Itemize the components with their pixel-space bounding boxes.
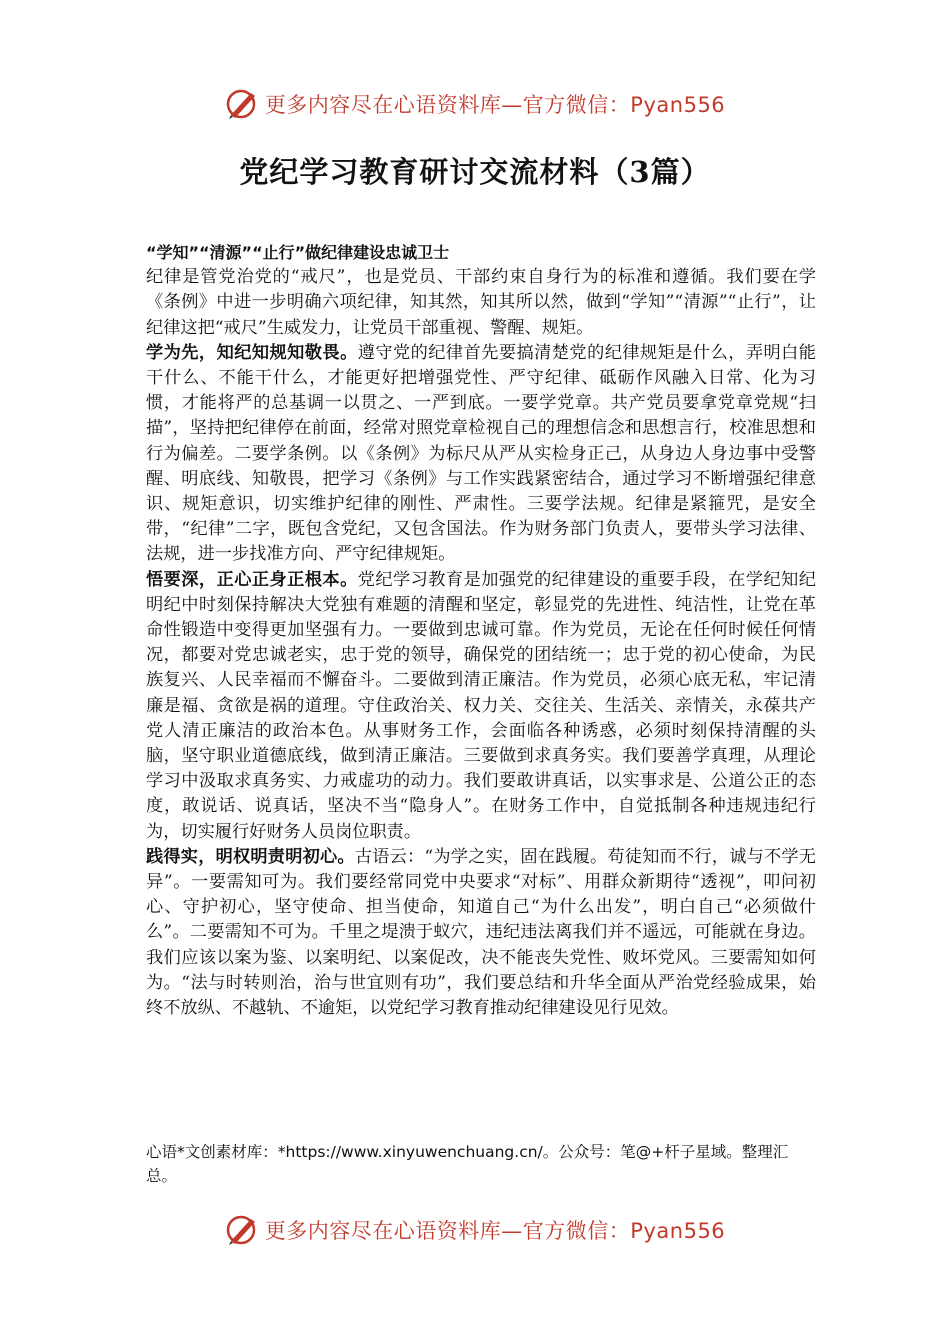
intro-paragraph: 纪律是管党治党的“戒尺”，也是党员、干部约束自身行为的标准和遵循。我们要在学《条例》中进一步明确六项纪律，知其然，知其所以然，做到“学知”“清源”“止行”，让纪律这把“戒尺”生威发力，让党员干部重视、警醒、规矩。: [146, 267, 816, 338]
document-body: [146, 240, 816, 1021]
banner-text: 更多内容尽在心语资料库—官方微信：Pyan556: [264, 1219, 726, 1243]
document-title: 党纪学习教育研讨交流材料（3篇）: [239, 155, 711, 189]
paragraph-body: 遵守党的纪律首先要搞清楚党的纪律规矩是什么，弄明白能干什么、不能干什么，才能更好把增强党性、严守纪律、砥砺作风融入日常、化为习惯，才能将严的总基调一以贯之、一严到底。一要学党章。共产党员要拿党章党规“扫描”，坚持把纪律停在前面，经常对照党章检视自己的理想信念和思想言行，校准思想和行为偏差。二要学条例。以《条例》为标尺从严从实检身正己，从身边人身边事中受警醒、明底线、知敬畏，把学习《条例》与工作实践紧密结合，通过学习不断增强纪律意识、规矩意识，切实维护纪律的刚性、严肃性。三要学法规。纪律是紧箍咒，是安全带，“纪律”二字，既包含党纪，又包含国法。作为财务部门负责人，要带头学习法律、法规，进一步找准方向、严守纪律规矩。: [146, 342, 816, 565]
banner-text: 更多内容尽在心语资料库—官方微信：Pyan556: [264, 93, 726, 117]
pen-logo-icon: [225, 87, 259, 121]
paragraph-practice: [146, 845, 816, 1021]
source-note: 心语*文创素材库：*https://www.xinyuwenchuang.cn/。公众号：笔@+杆子星域。整理汇总。: [146, 1143, 789, 1185]
header-banner: [0, 82, 950, 126]
paragraph-lead: 悟要深，正心正身正根本。: [146, 569, 358, 590]
paragraph-body: 古语云：“为学之实，固在践履。苟徒知而不行，诚与不学无异”。一要需知可为。我们要经常同党中央要求“对标”、用群众新期待“透视”，叩问初心、守护初心，坚守使命、担当使命，知道自己“为什么出发”，明白自己“必须做什么”。二要需知不可为。千里之堤溃于蚁穴，违纪违法离我们并不遥远，可能就在身边。我们应该以案为鉴、以案明纪、以案促改，决不能丧失党性、败坏党风。三要需知如何为。“法与时转则治，治与世宜则有功”，我们要总结和升华全面从严治党经验成果，始终不放纵、不越轨、不逾矩，以党纪学习教育推动纪律建设见行见效。: [146, 846, 816, 1019]
paragraph-study: [146, 341, 816, 568]
pen-logo-icon: [225, 1213, 259, 1247]
footer-banner: [0, 1208, 950, 1252]
paragraph-lead: 学为先，知纪知规知敬畏。: [146, 342, 358, 363]
paragraph-understand: [146, 568, 816, 845]
paragraph-body: 党纪学习教育是加强党的纪律建设的重要手段，在学纪知纪明纪中时刻保持解决大党独有难题的清醒和坚定，彰显党的先进性、纯洁性，让党在革命性锻造中变得更加坚强有力。一要做到忠诚可靠。作为党员，无论在任何时候任何情况，都要对党忠诚老实，忠于党的领导，确保党的团结统一；忠于党的初心使命，为民族复兴、人民幸福而不懈奋斗。二要做到清正廉洁。作为党员，必须心底无私，牢记清廉是福、贪欲是祸的道理。守住政治关、权力关、交往关、生活关、亲情关，永葆共产党人清正廉洁的政治本色。从事财务工作，会面临各种诱惑，必须时刻保持清醒的头脑，坚守职业道德底线，做到清正廉洁。三要做到求真务实。我们要善学真理，从理论学习中汲取求真务实、力戒虚功的动力。我们要敢讲真话，以实事求是、公道公正的态度，敢说话、说真话，坚决不当“隐身人”。在财务工作中，自觉抵制各种违规违纪行为，切实履行好财务人员岗位职责。: [146, 569, 816, 842]
paragraph-lead: 践得实，明权明责明初心。: [146, 846, 355, 867]
section-heading: “学知”“清源”“止行”做纪律建设忠诚卫士: [146, 243, 450, 262]
